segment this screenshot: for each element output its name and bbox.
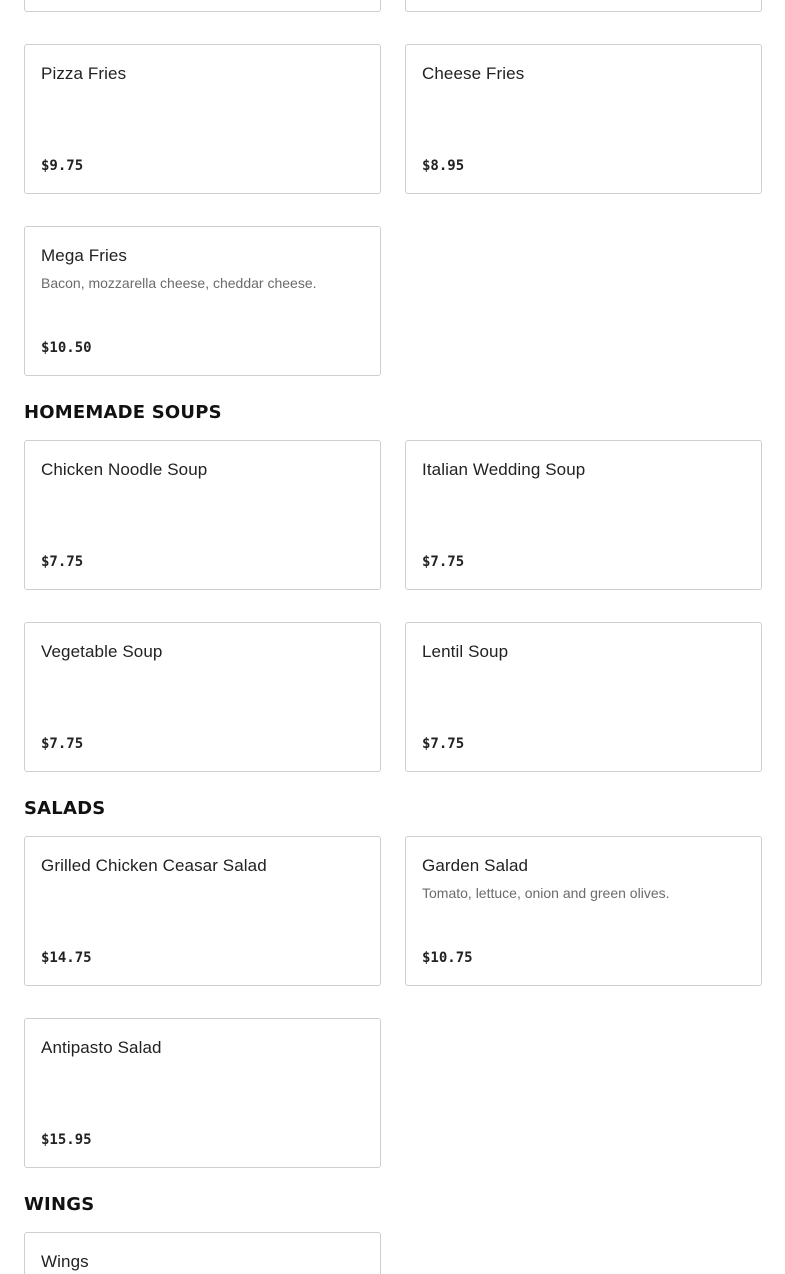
menu-item-name: Italian Wedding Soup [422, 460, 586, 479]
menu-item-name: Cheese Fries [422, 64, 525, 83]
menu-item-price: $7.75 [41, 554, 84, 570]
menu-item-price: $10.75 [422, 950, 473, 966]
menu-item-card[interactable] [24, 440, 381, 590]
menu-item-card[interactable] [24, 44, 381, 194]
menu-item-card[interactable] [405, 44, 762, 194]
menu-item-name: Grilled Chicken Ceasar Salad [41, 856, 267, 875]
menu-item-name: Vegetable Soup [41, 642, 163, 661]
menu-item-card[interactable] [24, 622, 381, 772]
menu-item-card-partial[interactable] [24, 0, 381, 12]
menu-item-price: $7.75 [422, 554, 465, 570]
menu-item-card[interactable] [24, 836, 381, 986]
menu-item-card[interactable] [24, 226, 381, 376]
menu-item-card[interactable] [24, 1232, 381, 1274]
menu-item-description: Tomato, lettuce, onion and green olives. [422, 885, 670, 901]
menu-item-price: $10.50 [41, 340, 92, 356]
section-title-wings: WINGS [24, 1194, 95, 1215]
menu-item-name: Garden Salad [422, 856, 529, 875]
menu-item-name: Pizza Fries [41, 64, 127, 83]
menu-item-price: $15.95 [41, 1132, 92, 1148]
menu-item-price: $8.95 [422, 158, 465, 174]
menu-item-card[interactable] [405, 836, 762, 986]
menu-item-name: Lentil Soup [422, 642, 509, 661]
menu-item-name: Wings [41, 1252, 89, 1271]
menu-item-name: Antipasto Salad [41, 1038, 162, 1057]
menu-item-card[interactable] [405, 622, 762, 772]
menu-item-card[interactable] [405, 440, 762, 590]
menu-item-price: $9.75 [41, 158, 84, 174]
menu-item-name: Mega Fries [41, 246, 128, 265]
section-title-salads: SALADS [24, 798, 106, 819]
section-title-soups: HOMEMADE SOUPS [24, 402, 222, 423]
menu-item-price: $14.75 [41, 950, 92, 966]
menu-item-description: Bacon, mozzarella cheese, cheddar cheese. [41, 275, 317, 291]
menu-item-price: $7.75 [41, 736, 84, 752]
menu-item-card[interactable] [24, 1018, 381, 1168]
menu-item-name: Chicken Noodle Soup [41, 460, 208, 479]
menu-item-price: $7.75 [422, 736, 465, 752]
menu-item-card-partial[interactable] [405, 0, 762, 12]
